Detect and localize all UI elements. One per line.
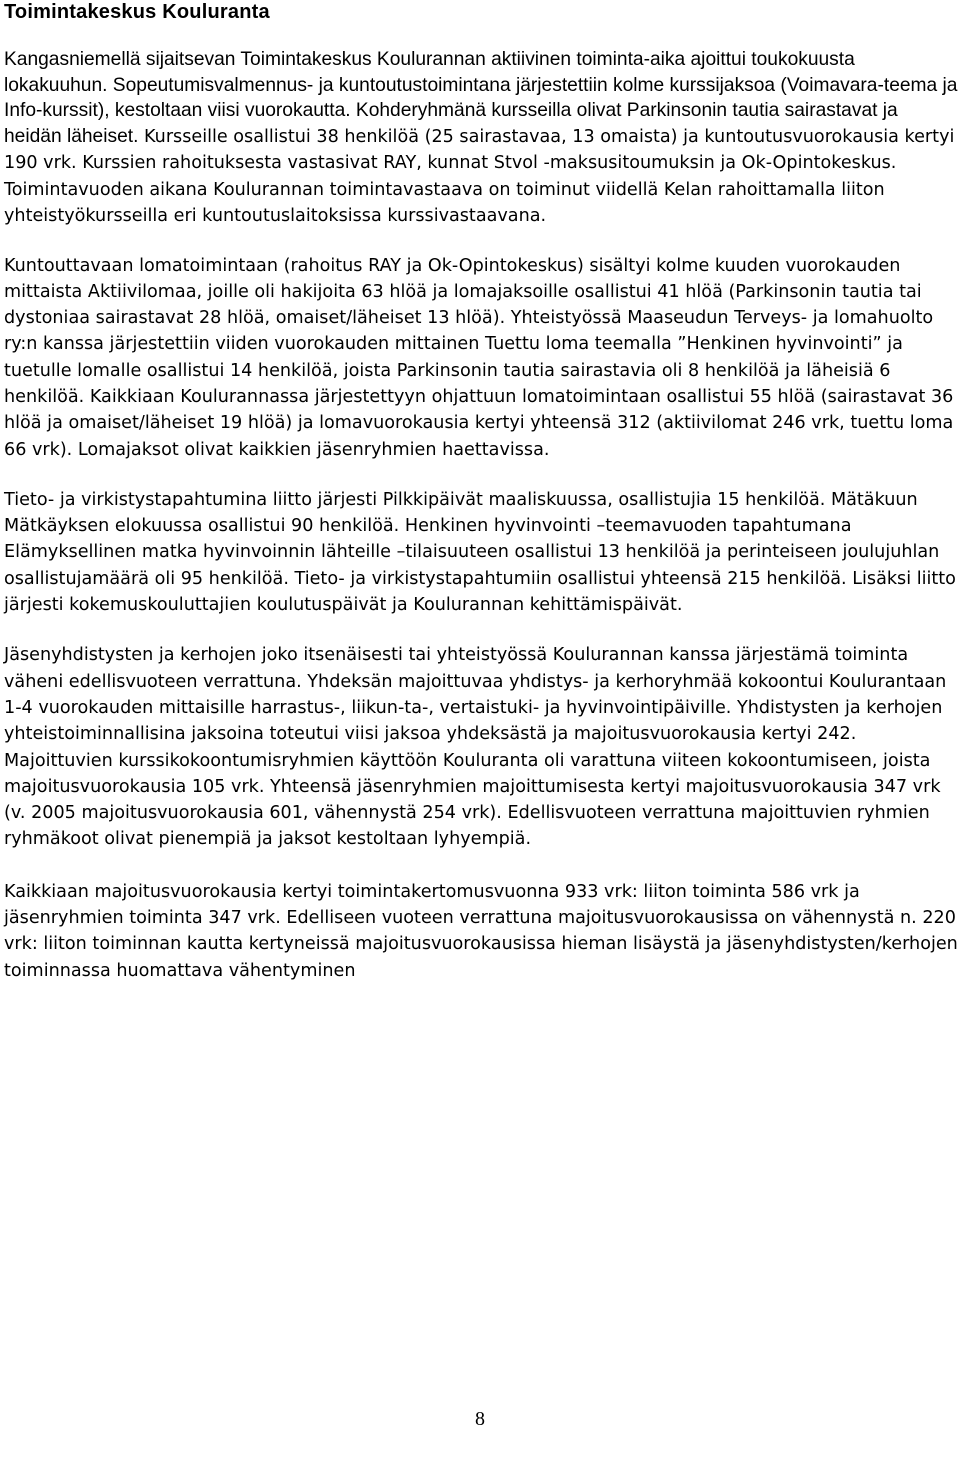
paragraph-accommodation-summary: Kaikkiaan majoitusvuorokausia kertyi toimintakertomusvuonna 933 vrk: liiton toiminta 586 vrk ja jäsenryhmien toiminta 347 vrk. Edelliseen vuoteen verrattuna majoitusvuorokausissa on vähennystä n. 220 vrk: liiton toiminnan kautta kertyneissä majoitusvuorokausissa hieman lisäystä ja jäsenyhdistysten/kerhojen toiminnassa huomattava vähentyminen xyxy=(4,881,958,981)
page-number: 8 xyxy=(475,1408,485,1430)
paragraph-member-groups: Jäsenyhdistysten ja kerhojen joko itsenäisesti tai yhteistyössä Koulurannan kanssa järjestämä toiminta väheni edellisvuoteen verrattuna. Yhdeksän majoittuvaa yhdistys- ja kerhoryhmää kokoontui Koulurantaan 1-4 vuorokauden mittaisille harrastus-, liikun-ta-, vertaistuki- ja hyvinvointipäiville. Yhdistysten ja kerhojen yhteistoiminnallisina jaksoina toteutui viisi jaksoa yhdeksästä ja majoitusvuorokausia kertyi 242. Majoittuvien kurssikokoontumisryhmien käyttöön Kouluranta oli varattuna viiteen kokoontumiseen, joista majoitusvuorokausia 105 vrk. Yhteensä jäsenryhmien majoittumisesta kertyi majoitusvuorokausia 347 vrk (v. 2005 majoitusvuorokausia 601, vähennystä 254 vrk). Edellisvuoteen verrattuna majoittuvien ryhmien ryhmäkoot olivat pienempiä ja jaksot kestoltaan lyhyempiä. xyxy=(4,645,947,850)
paragraph-events: Tieto- ja virkistystapahtumina liitto järjesti Pilkkipäivät maaliskuussa, osallistujia 15 henkilöä. Mätäkuun Mätkäyksen elokuussa osallistui 90 henkilöä. Henkinen hyvinvointi –teemavuoden tapahtumana Elämyksellinen matka hyvinvoinnin lähteille –tilaisuuteen osallistui 13 henkilöä ja perinteiseen joulujuhlan osallistujamäärä oli 95 henkilöä. Tieto- ja virkistystapahtumiin osallistui yhteensä 215 henkilöä. Lisäksi liitto järjesti kokemuskouluttajien koulutuspäivät ja Koulurannan kehittämispäivät. xyxy=(4,489,956,616)
paragraph-holiday-activities: Kuntouttavaan lomatoimintaan (rahoitus RAY ja Ok-Opintokeskus) sisältyi kolme kuuden vuorokauden mittaista Aktiivilomaa, joille oli hakijoita 63 hlöä ja lomajaksoille osallistui 41 hlöä (Parkinsonin tautia tai dystoniaa sairastavat 28 hlöä, omaiset/läheiset 13 hlöä). Yhteistyössä Maaseudun Terveys- ja lomahuolto ry:n kanssa järjestettiin viiden vuorokauden mittainen Tuettu loma teemalla ”Henkinen hyvinvointi” ja tuetulle lomalle osallistui 14 henkilöä, joista Parkinsonin tautia sairastavia oli 8 henkilöä ja läheisiä 6 henkilöä. Kaikkiaan Koulurannassa järjestettyyn ohjattuun lomatoimintaan osallistui 55 hlöä (sairastavat 36 hlöä ja omaiset/läheiset 19 hlöä) ja lomavuorokausia kertyi yhteensä 312 (aktiivilomat 246 vrk, tuettu loma 66 vrk). Lomajaksot olivat kaikkien jäsenryhmien haettavissa. xyxy=(4,255,954,460)
page-title: Toimintakeskus Kouluranta xyxy=(4,1,270,23)
paragraph-kouluranta-courses xyxy=(4,47,958,230)
paragraph-course-details-text: Kursseille osallistui 38 henkilöä (25 sairastavaa, 13 omaista) ja kuntoutusvuorokausia kertyi 190 vrk. Kurssien rahoituksesta vastasivat RAY, kunnat Stvol -maksusitoumuksin ja Ok-Opintokeskus. Toimintavuoden aikana Koulurannan toimintavastaava on toiminut viidellä Kelan rahoittamalla liiton yhteistyökursseilla eri kuntoutuslaitoksissa kurssivastaavana. xyxy=(4,126,955,226)
document-page xyxy=(4,0,958,984)
paragraph-intro-text: Kangasniemellä sijaitsevan Toimintakeskus Koulurannan aktiivinen toiminta-aika ajoittui toukokuusta lokakuuhun. Sopeutumisvalmennus- ja kuntoutustoimintana järjestettiin kolme kurssijaksoa (Voimavara-teema ja Info-kurssit), kestoltaan viisi vuorokautta. Kohderyhmänä kursseilla olivat Parkinsonin tautia sairastavat ja heidän läheiset. xyxy=(4,49,958,147)
